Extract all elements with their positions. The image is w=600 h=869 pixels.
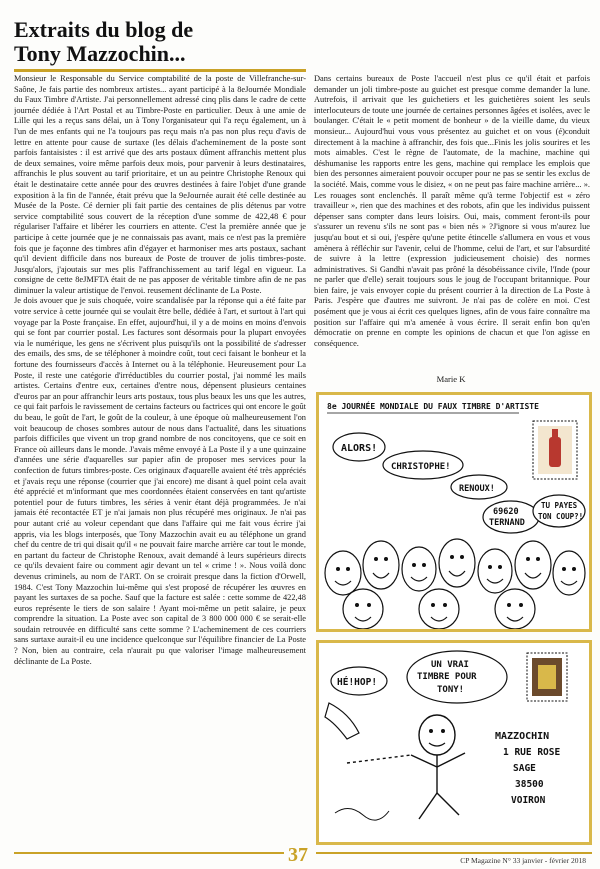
title-line-2: Tony Mazzochin...	[14, 41, 186, 66]
svg-text:SAGE: SAGE	[513, 763, 536, 774]
title-underline	[14, 69, 306, 72]
svg-text:MAZZOCHIN: MAZZOCHIN	[495, 731, 550, 742]
red-stamp-icon	[533, 421, 577, 479]
postage-stamp-icon	[527, 653, 567, 701]
svg-text:TIMBRE POUR: TIMBRE POUR	[417, 672, 477, 682]
right-paragraph-1: Dans certains bureaux de Poste l'accueil n'est plus ce qu'il était et parfois demander un joli timbre-poste au guichet est presque comme demander la lune. Autrefois, il arrivait que les guichetiers et les guichetières soient les seuls interlocuteurs de toute une journée de certaines personnes âgées et isolées, avec le boulanger. C'était le « petit moment de bonheur » de la vieille dame, du vieux monsieur... Aujourd'hui vous vous présentez au guichet et on vous (é)conduit directement à la machine à affranchir, des fois que...Finis les jolis sourires et les mots aimables. C'est le règne de l'automate, de la machine, machine qui déshumanise les rapports entre les gens, machine qui remplace les emplois que bien des personnes aimeraient pouvoir occuper pour ne pas se sentir les exclus de la société. Mais, comme vous le disiez, « on ne peut pas faire machine arrière... ». Les rouages sont enclenchés. Il paraît même qu'à terme l'objectif est « zéro travailleur », rien que des machines et des robots, afin que les individus puissent dépenser sans compter dans leurs loisirs. Oui, mais, comment feront-ils pour s'assurer un revenu s'ils ne sont pas « bien nés » ?J'ignore si vous m'aurez lue jusqu'au bout et si oui, j'espère qu'une petite étincelle s'allumera en vous et vous amènera à réfléchir sur l'avenir, celui de l'homme, celui de l'art, et sur l'absurdité de suivre à la lettre (expression judicieusement choisie) des normes administratives. Si Gandhi n'avait pas prôné la désobéissance civile, l'Inde (pour ne parler que d'elle) serait toujours sous le joug de l'occupant britannique. Pour bien faire, je vais envoyer copie du présent courrier à la direction de La Poste à Paris. J'espère que d'autres me suivront. Je n'ai pas de colère en moi. C'est posément que je vous ai écrit ces quelques lignes, afin de vous faire connaître ma position sur l'affaire qui m'a amenée à vous écrire. Il serait enfin bon qu'en démocratie on prenne en compte les opinions de chacun et que l'on agisse en conséquence.	[314, 74, 590, 348]
svg-text:TONY!: TONY!	[437, 685, 465, 695]
left-column	[14, 74, 306, 844]
speech-bubble-renoux	[451, 475, 507, 499]
speech-bubble-tu-payes	[533, 495, 585, 527]
speech-bubble-vrai-timbre	[407, 651, 507, 703]
comic1-banner: 8e JOURNÉE MONDIALE DU FAUX TIMBRE D'ARTISTE	[327, 402, 539, 411]
comic-illustration-1	[316, 392, 592, 632]
speech-bubble-he-hop	[331, 667, 387, 695]
left-paragraph-1: Monsieur le Responsable du Service comptabilité de la poste de Villefranche-sur-Saône, Je fais partie des nombreux artistes... ayant participé à la 8eJournée Mondiale du Faux Timbre d'Artiste. J'ai personnellement adressé cinq plis dans le cadre de cette journée dédiée à l'Art Postal et au Timbre-Poste en particulier. Deux à une amie de Lille qui les a reçus sans délai, un à Tony l'organisateur qui l'a reçu également, un à l'un de mes enfants qui ne l'a toujours pas reçu mais n'a pas non plus reçu d'avis de lettre en attente pour cause de surtaxe (les délais d'acheminement de la poste sont parfois fantaisistes : il est arrivé que des arts postaux dûment affranchis mettent plus de deux semaines, voire même parfois deux mois, pour parvenir à leurs destinataires, affranchis le plus souvent au tarif prioritaire, et un au peintre Christophe Renoux qui était le destinataire cette année pour des œuvres destinées à faire l'objet d'une grande exposition à la fin de l'année, était prévu que la 9eJournée aurait été celle destinée au Musée de la Poste. Cé dernier pli fait partie des centaines de plis détenus par votre service comptabilité sous couvert de la réception d'une somme de 422,48 € pour régulariser l'affaire et libérer les courriers en attente. C'est la première année que je participe à cette journée que je ne connaissais pas avant, mais ce n'est pas la première fois que je façonne des timbres afin d'égayer et harmoniser mes arts postaux, sachant qu'il devient difficile dans nos bureaux de Poste de trouver de jolis timbres-poste. Jusqu'alors, j'ajoutais sur mes plis l'affranchissement au tarif légal en vigueur. La consigne de cette 8eJMFTA était de ne pas apposer de véritable timbre afin de ne pas diminuer la valeur artistique de l'envoi. reusement déclinante de La Poste.	[14, 74, 306, 295]
svg-text:ALORS!: ALORS!	[341, 443, 378, 454]
magazine-issue: CP Magazine N° 33 janvier - février 2018	[460, 856, 586, 865]
author-signature: Marie K	[436, 374, 466, 384]
svg-text:TERNAND: TERNAND	[489, 518, 525, 528]
svg-text:HÉ!HOP!: HÉ!HOP!	[337, 677, 378, 688]
svg-text:1 RUE ROSE: 1 RUE ROSE	[503, 747, 561, 758]
speech-bubble-ternand	[483, 501, 539, 533]
svg-text:CHRISTOPHE!: CHRISTOPHE!	[391, 462, 451, 472]
page-number: 37	[288, 844, 308, 866]
footer-rule-right	[316, 852, 592, 854]
speech-bubble-christophe	[383, 451, 463, 479]
right-column	[314, 74, 590, 384]
footer-rule-left	[14, 852, 284, 854]
svg-text:38500: 38500	[515, 779, 544, 790]
comic-illustration-2	[316, 640, 592, 845]
title-line-1: Extraits du blog de	[14, 17, 194, 42]
page-footer	[0, 846, 600, 869]
svg-text:TU PAYES: TU PAYES	[541, 501, 578, 510]
speech-bubble-alors	[333, 433, 385, 461]
svg-text:RENOUX!: RENOUX!	[459, 484, 495, 494]
left-paragraph-2: Je dois avouer que je suis choquée, voire scandalisée par la réponse qui a été faite par votre service à cette journée qui se voulait être belle, dédiée à l'art, et surtout à l'art qui voyage par la Poste française. En effet, aujourd'hui, il y a de moins en moins d'envois qui se font par courrier postal. Les factures sont désormais pour la plupart envoyées via le numérique, les gens ne s'écrivent plus puisqu'ils ont la possibilité de s'adresser des emails, des sms, de se téléphoner à moindre coût, tout ceci faisant le bonheur et la fortune des fournisseurs d'accès à Internet ou à la téléphonie. Heureusement pour La Poste, il reste une catégorie d'irréductibles du courrier postal, j'ai nommé les mails artistes. Certains d'entre eux, certaines d'entre nous, dépensent plusieurs centaines d'euros par an pour affranchir leurs arts postaux, tous plus beaux les uns que les autres, ce qui fait parfois le ravissement de certains facteurs ou factrices qui ont encore le goût du beau, le goût de l'art, le goût de la couleur, à une époque où malheureusement l'on voit beaucoup de choses sombres autour de nous dans l'actualité, dans les situations parfois difficiles que vivent un trop grand nombre de nos concitoyens, que ce soit en France où ailleurs dans le monde. J'avais même envoyé à La Poste il y a une quinzaine d'années une série d'aquarelles sur papier afin de proposer mes services pour la confection de futurs timbres-poste. Ces originaux d'aquarelle avaient été très appréciés et j'avais reçu une réponse (courrier que j'ai encore) me disant à quel point cela avait été apprécié et m'informant que mes coordonnées étaient conservées en tant qu'artiste potentiel pour de futurs timbres, les séries à venir étant déjà programmées. Je n'ai jamais été recontactée ET je n'ai jamais non plus récupéré mes originaux. Je n'ai pas pour autant crié au voleur cependant que dans l'affaire qui me fait vous écrire j'ai appris, via les blogs interposés, que Tony Mazzochin avait eu au téléphone un grand chef du centre de tri qui disait qu'il « ne pouvait faire marche arrière car tout le monde, en partant du facteur de Christophe Renoux, avait demandé à leurs supérieurs directs ce qu'ils devaient faire ou comment agir devant un tel « crime ! ». Nous voilà donc devenus criminels, au nom de l'ART. On se croirait presque dans la fiction d'Orwell, 1984. C'est Tony Mazzochin lui-même qui s'est proposé de récupérer les œuvres en payant les surtaxes de sa poche. Sauf que la facture est salée : cette somme de 422,48 euros représente le tiers de son salaire ! Ayant moi-même un petit salaire, je peux comprendre la situation. La Poste avec son capital de 3 800 000 000 € se serait-elle soudain retrouvée en difficulté sans cette somme ? L'acheminement de ces courriers sans surtaxe aurait-il eu une incidence quelconque sur l'équilibre financier de La Poste ? Non, bien au contraire, cela n'aurait pu que valoriser l'image malheureusement déclinante de La Poste.	[14, 296, 306, 666]
article-title	[14, 18, 314, 66]
svg-text:69620: 69620	[493, 507, 519, 517]
svg-text:UN VRAI: UN VRAI	[431, 660, 469, 670]
svg-text:TON COUP?!: TON COUP?!	[538, 512, 584, 521]
svg-text:VOIRON: VOIRON	[511, 795, 546, 806]
